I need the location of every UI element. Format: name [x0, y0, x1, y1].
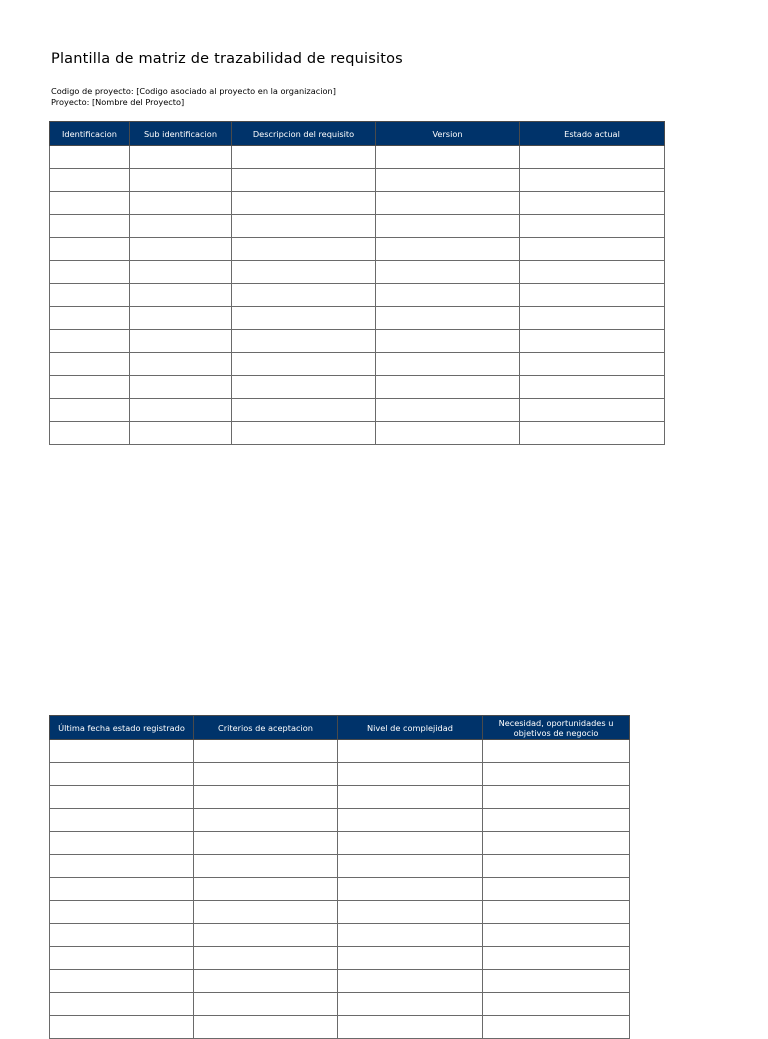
table-cell[interactable]	[483, 763, 630, 786]
table-cell[interactable]	[50, 284, 130, 307]
table-cell[interactable]	[338, 786, 483, 809]
header-sub-identificacion: Sub identificacion	[130, 122, 232, 146]
header-identificacion: Identificacion	[50, 122, 130, 146]
table-cell[interactable]	[338, 832, 483, 855]
table-row	[50, 878, 630, 901]
table-cell[interactable]	[376, 284, 520, 307]
table-row	[50, 832, 630, 855]
table-row	[50, 146, 665, 169]
table-cell[interactable]	[520, 169, 665, 192]
table-cell[interactable]	[376, 238, 520, 261]
header-descripcion: Descripcion del requisito	[232, 122, 376, 146]
table-cell[interactable]	[338, 970, 483, 993]
table-cell[interactable]	[520, 399, 665, 422]
table-cell[interactable]	[338, 855, 483, 878]
table-cell[interactable]	[50, 307, 130, 330]
table-cell[interactable]	[338, 740, 483, 763]
table-cell[interactable]	[50, 330, 130, 353]
table-cell[interactable]	[50, 763, 194, 786]
table-cell[interactable]	[232, 169, 376, 192]
table-cell[interactable]	[483, 1016, 630, 1039]
table-cell[interactable]	[232, 261, 376, 284]
table-cell[interactable]	[520, 146, 665, 169]
table-cell[interactable]	[50, 855, 194, 878]
table-cell[interactable]	[130, 307, 232, 330]
table-cell[interactable]	[194, 1016, 338, 1039]
table-cell[interactable]	[50, 878, 194, 901]
table-cell[interactable]	[50, 353, 130, 376]
table-cell[interactable]	[194, 993, 338, 1016]
table-cell[interactable]	[50, 215, 130, 238]
table-cell[interactable]	[376, 353, 520, 376]
header-estado-actual: Estado actual	[520, 122, 665, 146]
table-cell[interactable]	[338, 993, 483, 1016]
table-cell[interactable]	[520, 376, 665, 399]
table-row	[50, 284, 665, 307]
table-cell[interactable]	[50, 947, 194, 970]
table-cell[interactable]	[483, 786, 630, 809]
table-cell[interactable]	[50, 169, 130, 192]
table-row	[50, 376, 665, 399]
table-cell[interactable]	[232, 399, 376, 422]
table-cell[interactable]	[194, 970, 338, 993]
table-cell[interactable]	[232, 376, 376, 399]
table-cell[interactable]	[376, 330, 520, 353]
table-cell[interactable]	[50, 261, 130, 284]
table-row	[50, 970, 630, 993]
table-cell[interactable]	[194, 763, 338, 786]
table-cell[interactable]	[520, 307, 665, 330]
header-version: Version	[376, 122, 520, 146]
table-cell[interactable]	[130, 169, 232, 192]
table-cell[interactable]	[376, 146, 520, 169]
table-cell[interactable]	[483, 855, 630, 878]
table-cell[interactable]	[130, 422, 232, 445]
table-cell[interactable]	[50, 901, 194, 924]
table-cell[interactable]	[232, 422, 376, 445]
table-row	[50, 786, 630, 809]
table-cell[interactable]	[520, 192, 665, 215]
table-row	[50, 422, 665, 445]
table-cell[interactable]	[130, 330, 232, 353]
table-cell[interactable]	[130, 353, 232, 376]
table-cell[interactable]	[376, 376, 520, 399]
table-cell[interactable]	[194, 740, 338, 763]
table-cell[interactable]	[376, 261, 520, 284]
table-row	[50, 353, 665, 376]
table-cell[interactable]	[376, 215, 520, 238]
table-cell[interactable]	[50, 970, 194, 993]
table-cell[interactable]	[232, 307, 376, 330]
table-cell[interactable]	[232, 353, 376, 376]
table-cell[interactable]	[520, 284, 665, 307]
table-cell[interactable]	[483, 924, 630, 947]
table-cell[interactable]	[338, 809, 483, 832]
table-cell[interactable]	[483, 970, 630, 993]
table-row	[50, 169, 665, 192]
table-row	[50, 993, 630, 1016]
table-cell[interactable]	[50, 1016, 194, 1039]
table-cell[interactable]	[130, 261, 232, 284]
table-cell[interactable]	[130, 192, 232, 215]
document-title: Plantilla de matriz de trazabilidad de requisitos	[51, 51, 403, 67]
table-row	[50, 238, 665, 261]
table-cell[interactable]	[232, 215, 376, 238]
table-cell[interactable]	[50, 740, 194, 763]
table-cell[interactable]	[194, 786, 338, 809]
table-row	[50, 261, 665, 284]
table-row	[50, 399, 665, 422]
table-cell[interactable]	[50, 832, 194, 855]
table-row	[50, 855, 630, 878]
header-ultima-fecha: Última fecha estado registrado	[50, 716, 194, 740]
table-cell[interactable]	[194, 832, 338, 855]
table-row	[50, 330, 665, 353]
table-cell[interactable]	[194, 855, 338, 878]
table-cell[interactable]	[232, 284, 376, 307]
table-cell[interactable]	[50, 146, 130, 169]
table-cell[interactable]	[376, 307, 520, 330]
header-necesidad: Necesidad, oportunidades u objetivos de negocio	[483, 716, 630, 740]
table-cell[interactable]	[338, 924, 483, 947]
table-cell[interactable]	[338, 878, 483, 901]
table-cell[interactable]	[338, 763, 483, 786]
table-cell[interactable]	[194, 947, 338, 970]
table-cell[interactable]	[483, 993, 630, 1016]
table-cell[interactable]	[130, 376, 232, 399]
table-header-row	[50, 122, 665, 146]
table-cell[interactable]	[483, 901, 630, 924]
table-cell[interactable]	[338, 947, 483, 970]
header-nivel-complejidad: Nivel de complejidad	[338, 716, 483, 740]
table-cell[interactable]	[520, 422, 665, 445]
table-row	[50, 901, 630, 924]
project-name-label: Proyecto: [Nombre del Proyecto]	[51, 97, 185, 107]
table-cell[interactable]	[130, 146, 232, 169]
requirements-detail-table	[49, 715, 630, 1039]
table-cell[interactable]	[194, 878, 338, 901]
header-criterios: Criterios de aceptacion	[194, 716, 338, 740]
table-cell[interactable]	[50, 993, 194, 1016]
table-cell[interactable]	[232, 330, 376, 353]
table-cell[interactable]	[232, 192, 376, 215]
table-cell[interactable]	[50, 786, 194, 809]
table-cell[interactable]	[130, 238, 232, 261]
table-cell[interactable]	[520, 353, 665, 376]
table-cell[interactable]	[483, 809, 630, 832]
table-cell[interactable]	[194, 924, 338, 947]
requirements-table	[49, 121, 665, 445]
table-cell[interactable]	[50, 809, 194, 832]
table-cell[interactable]	[232, 146, 376, 169]
table-cell[interactable]	[194, 809, 338, 832]
table-row	[50, 947, 630, 970]
table-cell[interactable]	[520, 238, 665, 261]
table-row	[50, 192, 665, 215]
table-cell[interactable]	[50, 924, 194, 947]
table-header-row	[50, 716, 630, 740]
table-cell[interactable]	[376, 422, 520, 445]
table-cell[interactable]	[50, 192, 130, 215]
table-cell[interactable]	[520, 261, 665, 284]
table-cell[interactable]	[50, 422, 130, 445]
table-cell[interactable]	[130, 399, 232, 422]
table-cell[interactable]	[130, 284, 232, 307]
project-code-label: Codigo de proyecto: [Codigo asociado al proyecto en la organizacion]	[51, 86, 336, 96]
table-cell[interactable]	[376, 169, 520, 192]
table-row	[50, 763, 630, 786]
table-cell[interactable]	[50, 238, 130, 261]
table-row	[50, 307, 665, 330]
table-cell[interactable]	[483, 832, 630, 855]
table-cell[interactable]	[50, 399, 130, 422]
table-cell[interactable]	[232, 238, 376, 261]
table-cell[interactable]	[194, 901, 338, 924]
table-row	[50, 740, 630, 763]
table-cell[interactable]	[338, 1016, 483, 1039]
table-cell[interactable]	[130, 215, 232, 238]
table-row	[50, 1016, 630, 1039]
table-cell[interactable]	[483, 740, 630, 763]
table-cell[interactable]	[338, 901, 483, 924]
table-cell[interactable]	[483, 878, 630, 901]
table-row	[50, 215, 665, 238]
table-cell[interactable]	[376, 192, 520, 215]
table-cell[interactable]	[376, 399, 520, 422]
table-cell[interactable]	[520, 215, 665, 238]
table-cell[interactable]	[50, 376, 130, 399]
table-cell[interactable]	[520, 330, 665, 353]
table-row	[50, 924, 630, 947]
table-row	[50, 809, 630, 832]
table-cell[interactable]	[483, 947, 630, 970]
